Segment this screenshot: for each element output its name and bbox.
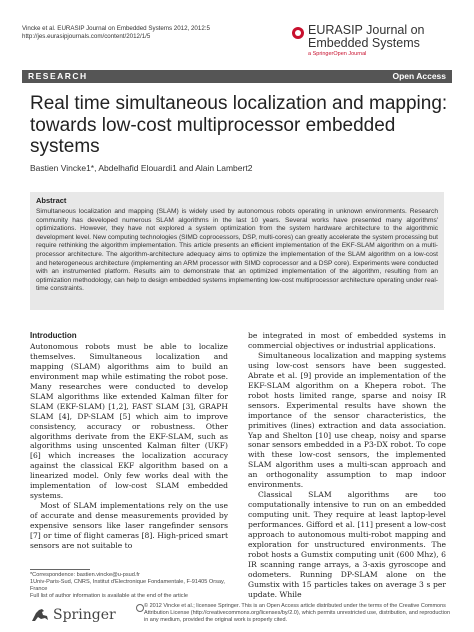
- body-column-right: [248, 331, 446, 600]
- license-icon: [136, 604, 144, 612]
- open-access-label: Open Access: [392, 71, 446, 81]
- paragraph: be integrated in most of embedded systems in commercial objectives or industrial applications.: [248, 331, 446, 350]
- journal-name-line2: Embedded Systems: [308, 36, 420, 50]
- abstract-heading: Abstract: [36, 196, 67, 205]
- citation-url[interactable]: http://jes.eurasipjournals.com/content/2012/1/5: [22, 33, 151, 40]
- article-type-label: RESEARCH: [28, 71, 88, 81]
- publisher-name: Springer: [53, 607, 116, 623]
- license-text: © 2012 Vincke et al.; licensee Springer. This is an Open Access article distributed under the terms of the Creative Commons Attribution License (http://creativecommons.org/licenses/by/2.0), which permits unrestricted use, distribution, and reproduction in any medium, provided the original work is properly cited.: [144, 603, 451, 623]
- journal-logo-icon: [292, 27, 304, 39]
- author-info-note: Full list of author information is available at the end of the article: [30, 593, 188, 599]
- citation-line: Vincke et al. EURASIP Journal on Embedded Systems 2012, 2012:5: [22, 25, 210, 32]
- paragraph: Simultaneous localization and mapping systems using low-cost sensors have been suggested. Abrate et al. [9] provide an implementation of the EKF-SLAM algorithm on a Khepera robot. The robot hosts limited range, sparse and noisy IR sensors. Experimental results have shown the importance of the sensor characteristics, the primitives (lines) extraction and data association. Yap and Shelton [10] use cheap, noisy and sparse sonar sensors embedded in a P3-DX robot. To cope with these low-cost sensors, the implemented SLAM algorithm uses a multi-scan approach and an orthogonality assumption to map indoor environments.: [248, 350, 446, 490]
- journal-name-line1: EURASIP Journal on: [308, 23, 425, 37]
- author-list: Bastien Vincke1*, Abdelhafid Elouardi1 and Alain Lambert2: [30, 163, 253, 173]
- correspondence-note: *Correspondence: bastien.vincke@u-psud.fr: [30, 572, 140, 578]
- section-band: [22, 70, 452, 83]
- journal-brand: [292, 24, 452, 57]
- springer-horse-icon: [30, 607, 50, 623]
- abstract-box: [30, 192, 444, 310]
- footnotes: [30, 572, 230, 600]
- footnote-divider: [30, 569, 90, 570]
- citation-header: [22, 25, 282, 41]
- paragraph: Most of SLAM implementations rely on the use of accurate and dense measurements provided by expensive sensors like laser rangefinder sensors [7] or time of flight cameras [8]. High-priced smart sensors are not suitable to: [30, 501, 228, 551]
- paragraph: Autonomous robots must be able to localize themselves. Simultaneous localization and mapping (SLAM) algorithms aim to build an environment map while estimating the robot pose. Many researches were conducted to develop SLAM algorithms like extended Kalman filter for SLAM (EKF-SLAM) [1,2], FAST SLAM [3], GRAPH SLAM [4], DP-SLAM [5] which aim to improve consistency, accuracy or robustness. Other algorithms derivate from the EKF-SLAM, such as algorithms using unscented Kalman filter (UKF) [6] which increases the localization accuracy against the classical EKF algorithm based on a linearized model. Only few works deal with the implementation of low-cost SLAM embedded systems.: [30, 341, 228, 501]
- affiliation-note: 1Univ-Paris-Sud, CNRS, Institut d'Electronique Fondamentale, F-91405 Orsay, France: [30, 579, 225, 592]
- intro-heading: Introduction: [30, 331, 77, 340]
- abstract-text: Simultaneous localization and mapping (SLAM) is widely used by autonomous robots operating in unknown environments. Research community has developed numerous SLAM algorithms in the last 10 years. Several works have presented many algorithms' optimizations. However, they have not explored a system optimization from the system hardware architecture to the algorithmic development level. New computing technologies (SIMD coprocessors, DSP, multi-cores) can greatly accelerate the system processing but require rethinking the algorithm implementation. This article presents an efficient implementation of the EKF-SLAM algorithm on a multi-processor architecture. The algorithm-architecture adequacy aims to optimize the implementation of the SLAM algorithm on a low-cost and heterogeneous architecture (implementing an ARM processor with SIMD coprocessor and a DSP core). Experiments were conducted with an instrumented platform. Results aim to demonstrate that an optimized implementation of the algorithm, resulting from an optimization methodology, can help to design embedded systems implementing low-cost multiprocessor architecture operating under real-time constraints.: [36, 208, 438, 293]
- springer-logo: [30, 607, 116, 623]
- paragraph: Classical SLAM algorithms are too computationally intensive to run on an embedded computing unit. They require at least laptop-level performances. Gifford et al. [11] present a low-cost approach to autonomous multi-robot mapping and exploration for unstructured environments. The robot hosts a Gumstix computing unit (600 Mhz), 6 IR scanning range arrays, a 3-axis gyroscope and odometers. Running DP-SLAM alone on the Gumstix with 15 particles takes on average 3 s per update. While: [248, 490, 446, 599]
- body-column-left: [30, 331, 228, 551]
- journal-subtitle: a SpringerOpen Journal: [308, 51, 367, 57]
- article-title: Real time simultaneous localization and mapping: towards low-cost multiprocessor embedded systems: [30, 93, 448, 157]
